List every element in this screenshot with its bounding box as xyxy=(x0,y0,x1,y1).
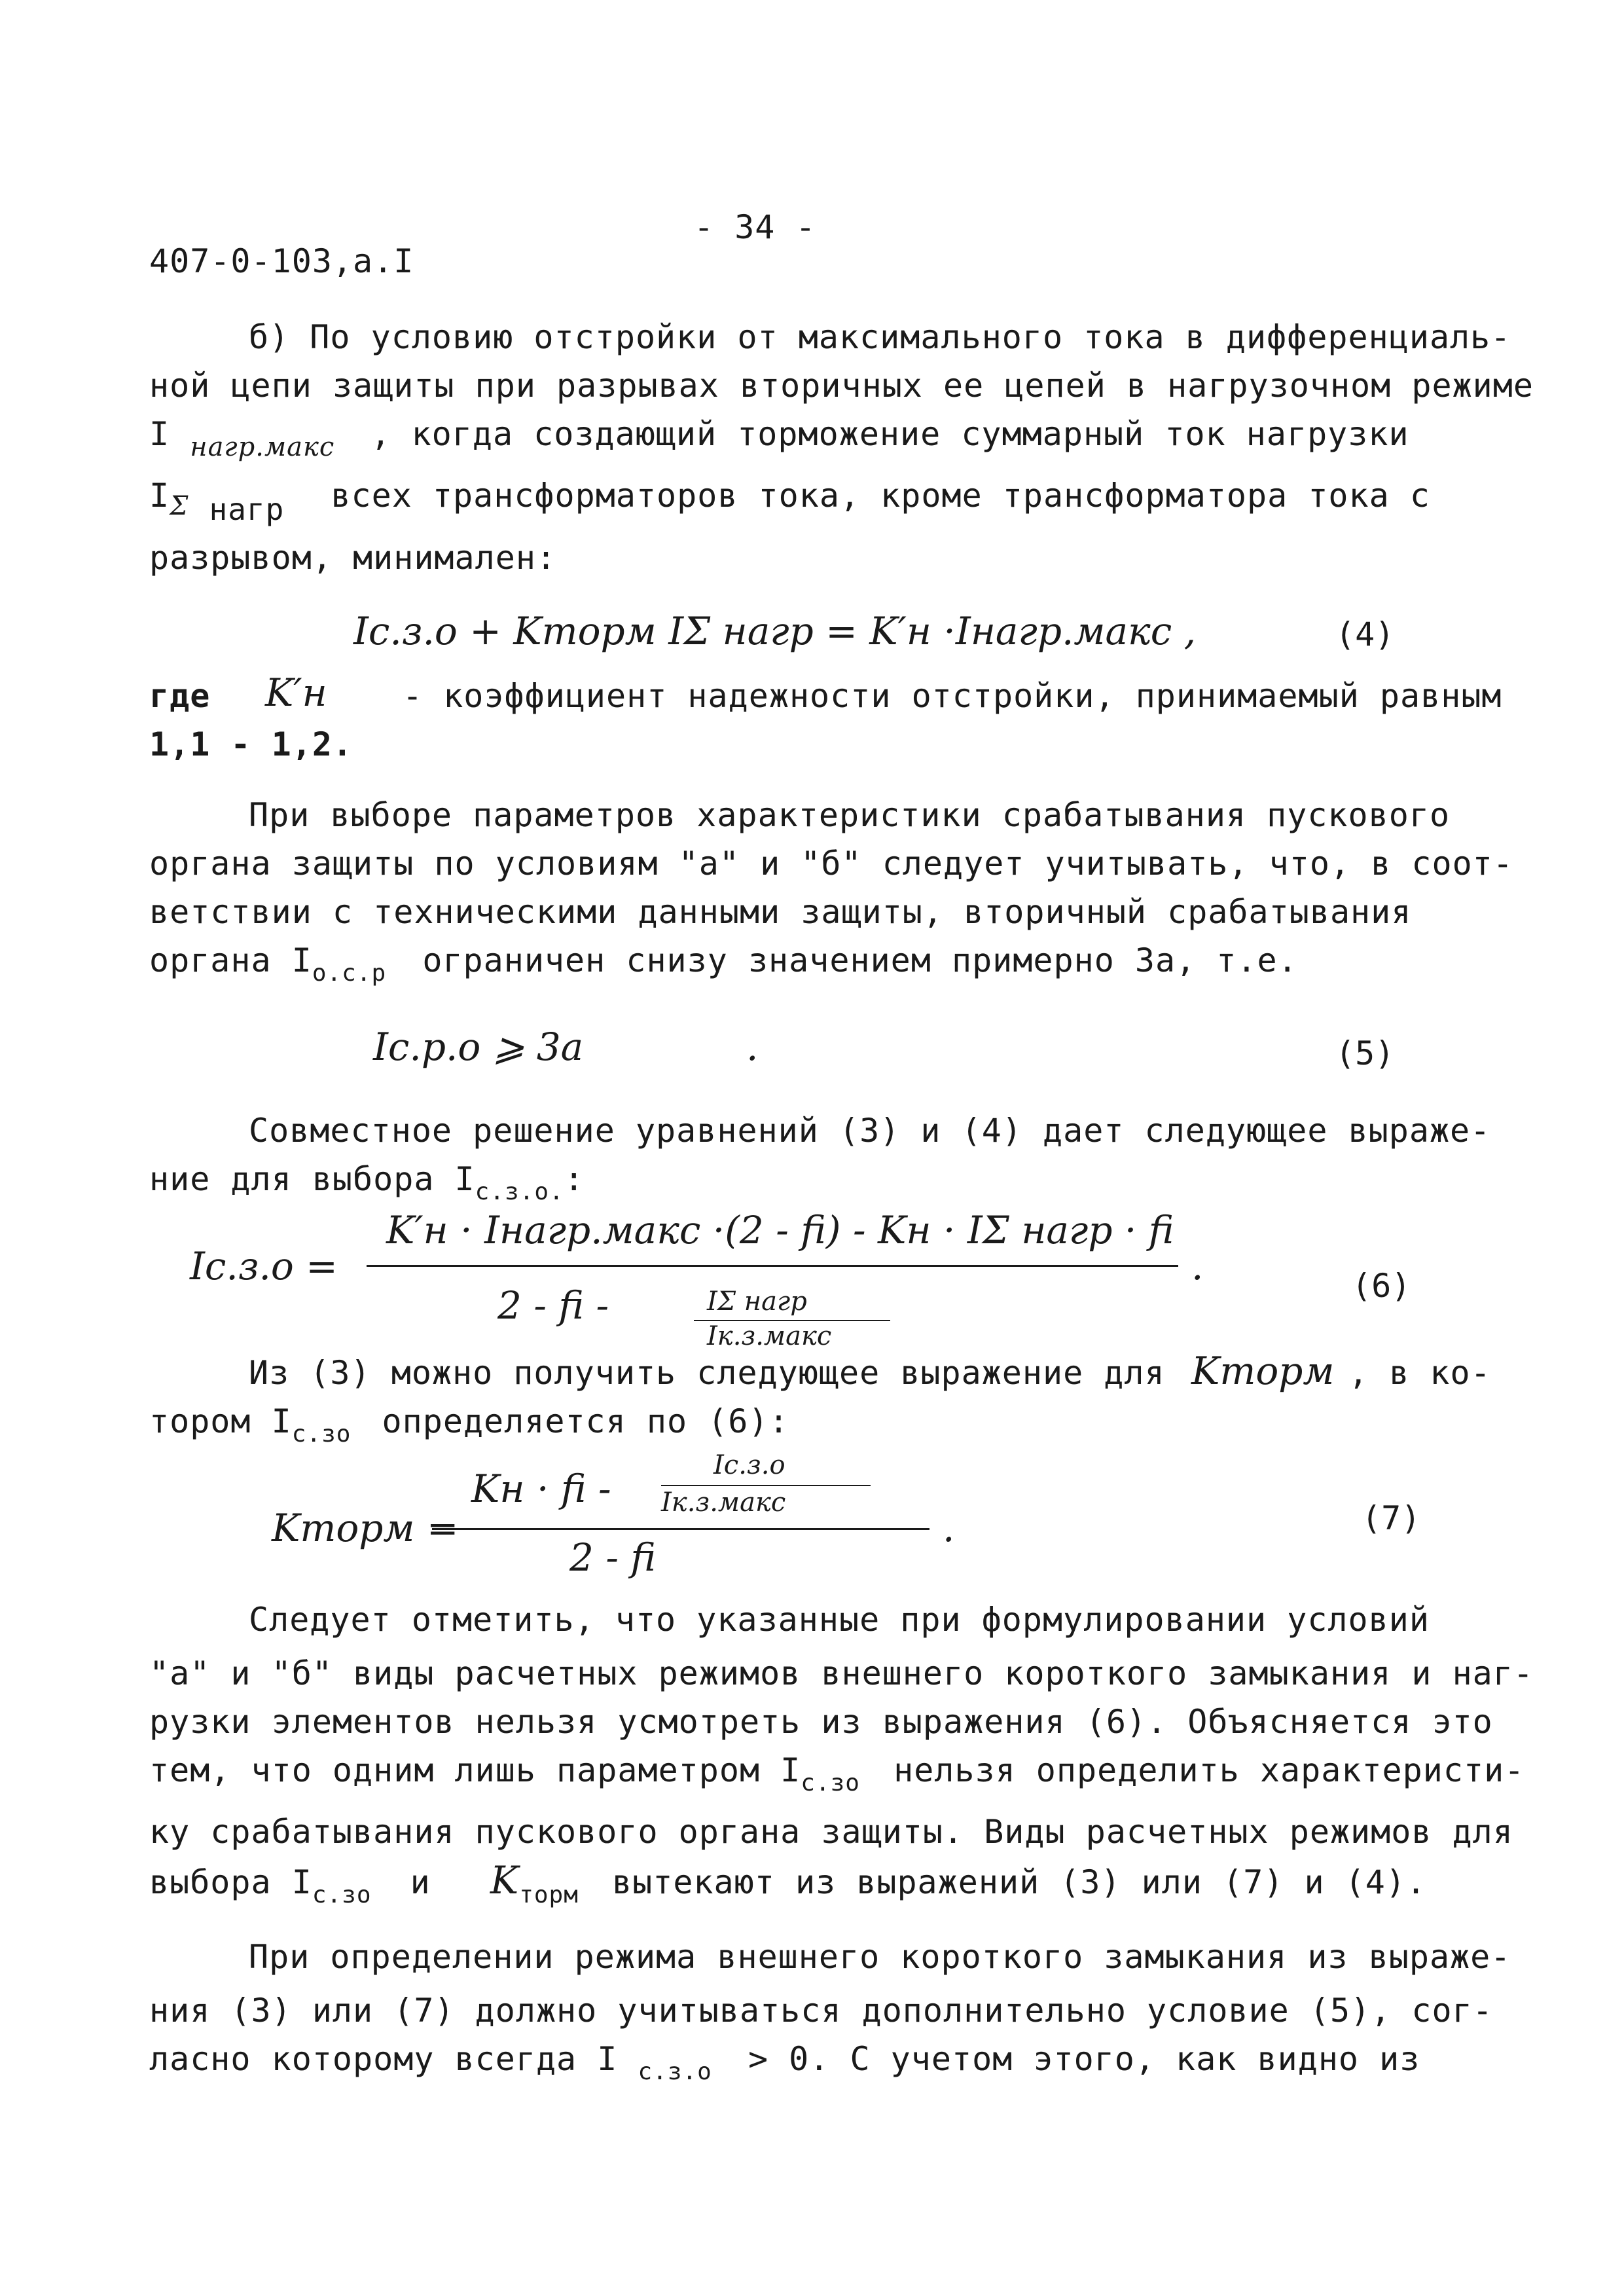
where-symbol: K′н xyxy=(265,670,327,715)
para-note-line-3: рузки элементов нельзя усмотреть из выражения (6). Объясняется это xyxy=(149,1703,1493,1741)
equation-5: Iс.р.о ⩾ 3а xyxy=(373,1025,584,1069)
equation-7-number: (7) xyxy=(1362,1499,1421,1537)
para-from3-line-2 xyxy=(149,1402,789,1448)
equation-7-inner-bottom: Iк.з.макс xyxy=(661,1487,786,1518)
para-final-tail: > 0. С учетом этого, как видно из xyxy=(748,2040,1420,2078)
from3-symbol: Kторм xyxy=(1191,1349,1335,1393)
equation-6-denominator: 2 - fi - xyxy=(497,1283,609,1328)
where-label: где xyxy=(149,677,211,715)
equation-4: Iс.з.о + Kторм IΣ нагр = K′н ·Iнагр.макс , xyxy=(353,609,1197,653)
para-b-line-3 xyxy=(149,410,1491,471)
equation-4-number: (4) xyxy=(1335,615,1395,653)
equation-7-dot: . xyxy=(943,1506,955,1550)
note-subscript-b: с.зо xyxy=(312,1882,372,1908)
equation-7-fraction-bar xyxy=(432,1528,929,1530)
para-note-param: тем, что одним лишь параметром I xyxy=(149,1751,801,1789)
cz-subscript: с.зо xyxy=(291,1421,352,1448)
para-joint-text: ние для выбора I xyxy=(149,1160,475,1198)
note-k-subscript: торм xyxy=(519,1882,579,1908)
para-choice-line-4 xyxy=(149,936,1491,998)
paragraph-joint-cont xyxy=(149,1155,1491,1216)
equation-7-numerator: Kн · fi - xyxy=(471,1467,611,1511)
ocr-subscript: о.с.р xyxy=(312,960,387,987)
sigma-subscript: Σ xyxy=(170,491,189,521)
para-from3-torom: тором I xyxy=(149,1402,292,1440)
para-b-line-4 xyxy=(149,471,1491,534)
equation-6-inner-top: IΣ нагр xyxy=(707,1286,807,1317)
para-b-line-4-text: всех трансформаторов тока, кроме трансформатора тока с xyxy=(331,477,1430,515)
para-choice-line-2: органа защиты по условиям "а" и "б" следует учитывать, что, в соот- xyxy=(149,845,1513,883)
para-joint-line-1: Совместное решение уравнений (3) и (4) дает следующее выраже- xyxy=(249,1112,1491,1150)
document-code: 407-0-103,а.I xyxy=(149,242,414,280)
para-from3-line-1-tail: , в ко- xyxy=(1348,1354,1491,1392)
paragraph-b-cont xyxy=(149,361,1534,582)
equation-7-inner-bar xyxy=(661,1485,871,1486)
paragraph-note xyxy=(149,1649,1534,1920)
load-max-subscript: нагр.макс xyxy=(190,432,335,462)
note-subscript-a: с.зо xyxy=(801,1770,860,1796)
cz0-subscript: с.з.о. xyxy=(475,1178,564,1205)
para-note-line-1: Следует отметить, что указанные при формулировании условий xyxy=(249,1601,1430,1639)
page-number: - 34 - xyxy=(694,208,816,246)
paragraph-final xyxy=(149,1986,1491,2096)
para-choice-line-3: ветствии с техническими данными защиты, вторичный срабатывания xyxy=(149,893,1412,931)
para-joint-line-2 xyxy=(149,1155,1491,1216)
para-from3-text: определяется по (6): xyxy=(382,1402,789,1440)
para-b-line-3-text: , когда создающий торможение суммарный ток нагрузки xyxy=(370,415,1409,453)
equation-5-dot: . xyxy=(746,1025,759,1069)
para-note-line-4-tail: нельзя определить характеристи- xyxy=(893,1751,1525,1789)
equation-5-number: (5) xyxy=(1335,1034,1395,1072)
para-final-line-1: При определении режима внешнего короткого замыкания из выраже- xyxy=(249,1938,1511,1976)
para-note-line-5: ку срабатывания пускового органа защиты. Виды расчетных режимов для xyxy=(149,1813,1513,1851)
equation-7-denominator: 2 - fi xyxy=(569,1535,657,1580)
para-note-choice: выбора I xyxy=(149,1863,312,1901)
paragraph-choice xyxy=(249,791,1591,839)
where-range: 1,1 - 1,2. xyxy=(149,725,353,763)
para-choice-line-1: При выборе параметров характеристики срабатывания пускового xyxy=(249,796,1451,834)
para-final-line-2: ния (3) или (7) должно учитываться дополнительно условие (5), сог- xyxy=(149,1992,1493,2030)
para-b-line-1: б) По условию отстройки от максимального тока в дифференциаль- xyxy=(249,318,1511,356)
para-joint-colon: : xyxy=(564,1160,585,1198)
equation-7-inner-top: Iс.з.о xyxy=(713,1450,785,1480)
para-note-line-6-tail: вытекают из выражений (3) или (7) и (4). xyxy=(612,1863,1427,1901)
equation-7-lhs: Kторм = xyxy=(272,1506,459,1550)
note-k-symbol: K xyxy=(490,1858,520,1903)
para-b-line-2: ной цепи защиты при разрывах вторичных ее цепей в нагрузочном режиме xyxy=(149,367,1534,405)
where-text: - коэффициент надежности отстройки, принимаемый равным xyxy=(403,677,1502,715)
equation-6-lhs: Iс.з.о = xyxy=(190,1244,338,1288)
para-note-line-6 xyxy=(149,1856,1491,1920)
final-subscript: с.з.о xyxy=(638,2058,712,2085)
equation-6-number: (6) xyxy=(1352,1267,1411,1305)
para-b-line-5: разрывом, минимален: xyxy=(149,539,557,577)
nagr-subscript: нагр xyxy=(209,492,285,527)
para-final-line-3 xyxy=(149,2035,1491,2096)
equation-6-numerator: K′н · Iнагр.макс ·(2 - fi) - Kн · IΣ нагр · fi xyxy=(386,1208,1174,1252)
paragraph-joint xyxy=(249,1106,1591,1155)
current-symbol: I xyxy=(149,415,170,453)
paragraph-b xyxy=(249,313,1591,361)
equation-6-inner-bottom: Iк.з.макс xyxy=(707,1321,832,1351)
para-note-line-2: "а" и "б" виды расчетных режимов внешнего короткого замыкания и наг- xyxy=(149,1654,1534,1692)
para-choice-organ: органа I xyxy=(149,941,312,979)
para-from3-line-1: Из (3) можно получить следующее выражение для xyxy=(249,1354,1165,1392)
equation-6-fraction-bar xyxy=(367,1265,1178,1267)
current-symbol-2: I xyxy=(149,477,170,515)
para-note-line-4 xyxy=(149,1746,1525,1808)
equation-6-dot: . xyxy=(1191,1244,1204,1288)
para-choice-line-4-text: ограничен снизу значением примерно 3а, т.е. xyxy=(422,941,1298,979)
para-final-always: ласно которому всегда I xyxy=(149,2040,618,2078)
paragraph-choice-cont xyxy=(149,839,1513,998)
para-note-and: и xyxy=(410,1863,431,1901)
